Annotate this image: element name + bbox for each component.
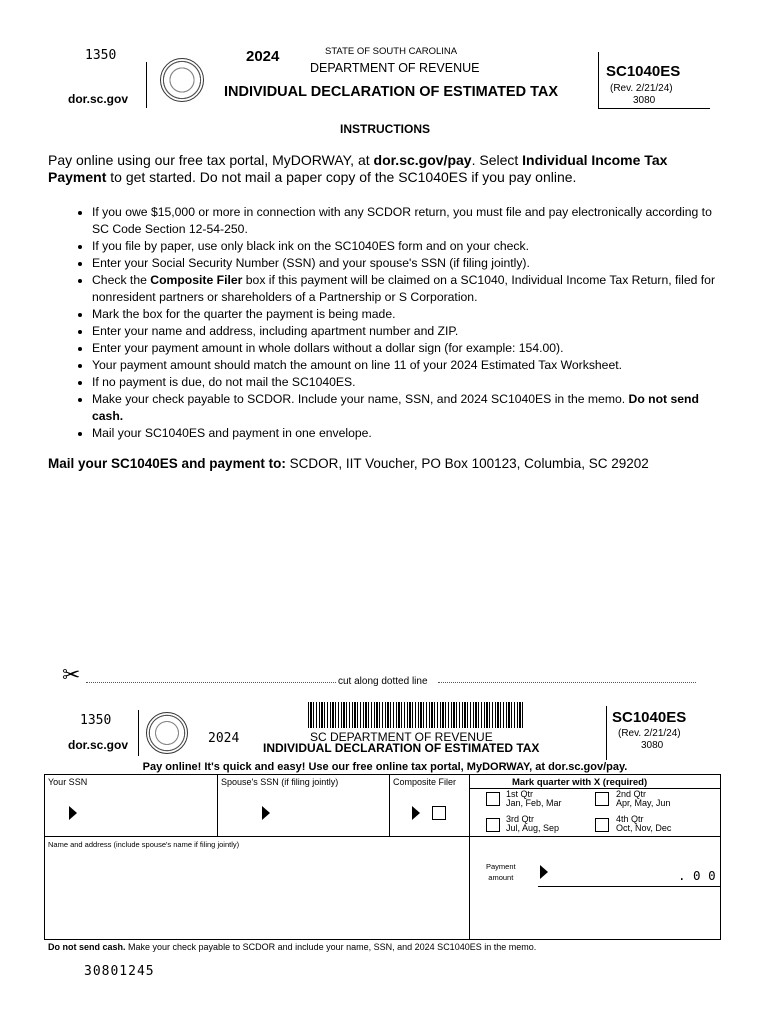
quarter-1-checkbox[interactable] [486,792,500,806]
arrow-right-icon [412,806,420,820]
list-item: • Mark the box for the quarter the payment is being made. [92,306,732,323]
form-title: INDIVIDUAL DECLARATION OF ESTIMATED TAX [224,84,559,100]
site-url: dor.sc.gov [68,92,129,106]
form-id: 3080 [633,95,656,106]
voucher-form-id: 3080 [641,740,664,751]
spouse-ssn-input[interactable] [273,800,383,826]
form-code: 1350 [85,48,117,63]
list-item: • If you owe $15,000 or more in connection with any SCDOR return, you must file and pay electronically according to SC Code Section 12-54-250. [92,204,732,238]
state-label: STATE OF SOUTH CAROLINA [325,46,458,57]
list-item: • Enter your payment amount in whole dollars without a dollar sign (for example: 154.00). [92,340,732,357]
intro-paragraph: Pay online using our free tax portal, MyDORWAY, at dor.sc.gov/pay. Select Individual Income Tax Payment to get started. Do not mail a paper copy of the SC1040ES if you pay online. [48,152,668,185]
quarter-1-label: 1st Qtr Jan, Feb, Mar [506,789,562,808]
sc-seal-icon [160,58,204,102]
arrow-right-icon [69,806,77,820]
composite-filer-checkbox[interactable] [432,806,446,820]
portal-link[interactable]: dor.sc.gov/pay [373,152,472,168]
voucher-year: 2024 [208,731,240,746]
bottom-scan-code: 30801245 [84,964,155,979]
quarter-3-label: 3rd Qtr Jul, Aug, Sep [506,814,560,833]
voucher-title: INDIVIDUAL DECLARATION OF ESTIMATED TAX [263,741,540,755]
payment-amount-input[interactable] [556,862,676,884]
list-item: • Enter your name and address, including apartment number and ZIP. [92,323,732,340]
pay-online-banner: Pay online! It's quick and easy! Use our free online tax portal, MyDORWAY, at dor.sc.gov/pay. [142,761,628,773]
voucher-revision: (Rev. 2/21/24) [618,728,681,739]
tax-year: 2024 [246,48,280,65]
name-address-input[interactable] [48,852,464,936]
voucher-form-number: SC1040ES [612,709,687,726]
list-item: • Check the Composite Filer box if this payment will be claimed on a SC1040, Individual Income Tax Return, filed for nonresident partners or shareholders of a Partnership or S Corporation. [92,272,732,306]
list-item: • If no payment is due, do not mail the SC1040ES. [92,374,732,391]
scissors-icon: ✂ [62,662,81,687]
quarter-label: Mark quarter with X (required) [512,777,648,788]
barcode-icon [308,702,524,728]
mailing-address: Mail your SC1040ES and payment to: SCDOR, IIT Voucher, PO Box 100123, Columbia, SC 29202 [48,456,649,471]
quarter-4-label: 4th Qtr Oct, Nov, Dec [616,814,672,833]
cut-line-label: cut along dotted line [338,676,428,687]
department-label: DEPARTMENT OF REVENUE [310,61,480,75]
arrow-right-icon [540,865,548,879]
ssn-input[interactable] [80,800,210,826]
quarter-2-checkbox[interactable] [595,792,609,806]
list-item: • Make your check payable to SCDOR. Include your name, SSN, and 2024 SC1040ES in the memo. Do not send cash. [92,391,732,425]
voucher-footer: Do not send cash. Make your check payable to SCDOR and include your name, SSN, and 2024 SC1040ES in the memo. [48,942,537,952]
list-item: • If you file by paper, use only black ink on the SC1040ES form and on your check. [92,238,732,255]
voucher-code: 1350 [80,713,112,728]
payment-cents: . 0 0 [678,868,716,883]
ssn-label: Your SSN [48,777,88,787]
spouse-ssn-label: Spouse's SSN (if filing jointly) [221,777,339,787]
instructions-heading: INSTRUCTIONS [340,122,430,136]
list-item: • Enter your Social Security Number (SSN) and your spouse's SSN (if filing jointly). [92,255,732,272]
quarter-4-checkbox[interactable] [595,818,609,832]
list-item: • Your payment amount should match the amount on line 11 of your 2024 Estimated Tax Worksheet. [92,357,732,374]
voucher-department: SC DEPARTMENT OF REVENUE [310,730,493,744]
quarter-2-label: 2nd Qtr Apr, May, Jun [616,789,671,808]
composite-filer-label: Composite Filer [393,777,457,787]
sc-seal-icon [146,712,188,754]
instruction-list [75,204,732,442]
form-number: SC1040ES [606,63,681,80]
revision-date: (Rev. 2/21/24) [610,83,673,94]
payment-amount-label: Payment amount [486,862,516,882]
arrow-right-icon [262,806,270,820]
quarter-3-checkbox[interactable] [486,818,500,832]
name-address-label: Name and address (include spouse's name if filing jointly) [48,840,240,849]
voucher-site-url: dor.sc.gov [68,738,129,752]
list-item: • Mail your SC1040ES and payment in one envelope. [92,425,732,442]
